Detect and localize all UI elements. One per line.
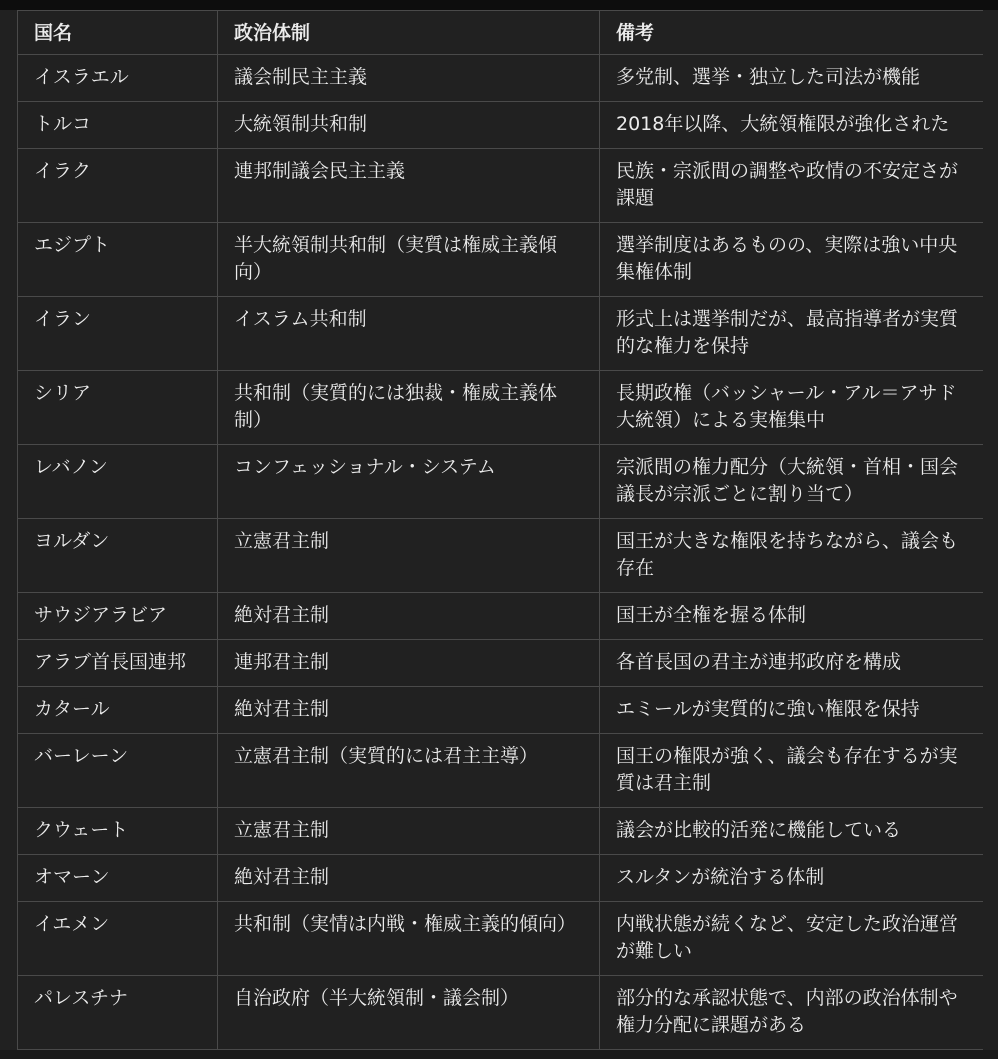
cell-political-system: 自治政府（半大統領制・議会制） bbox=[218, 976, 600, 1050]
cell-country: イラク bbox=[18, 149, 218, 223]
cell-country: レバノン bbox=[18, 445, 218, 519]
cell-country: イラン bbox=[18, 297, 218, 371]
table-header-row bbox=[18, 11, 984, 55]
cell-country: オマーン bbox=[18, 855, 218, 902]
political-systems-table bbox=[17, 10, 983, 1050]
cell-political-system: 絶対君主制 bbox=[218, 687, 600, 734]
table-row bbox=[18, 149, 984, 223]
cell-political-system: 絶対君主制 bbox=[218, 593, 600, 640]
cell-political-system: 半大統領制共和制（実質は権威主義傾向） bbox=[218, 223, 600, 297]
cell-political-system: 立憲君主制（実質的には君主主導） bbox=[218, 734, 600, 808]
header-notes: 備考 bbox=[600, 11, 984, 55]
table-row bbox=[18, 976, 984, 1050]
cell-notes: 内戦状態が続くなど、安定した政治運営が難しい bbox=[600, 902, 984, 976]
cell-country: アラブ首長国連邦 bbox=[18, 640, 218, 687]
cell-notes: 民族・宗派間の調整や政情の不安定さが課題 bbox=[600, 149, 984, 223]
bottom-edge bbox=[0, 1050, 998, 1059]
cell-notes: 各首長国の君主が連邦政府を構成 bbox=[600, 640, 984, 687]
cell-notes: 議会が比較的活発に機能している bbox=[600, 808, 984, 855]
cell-political-system: 議会制民主主義 bbox=[218, 55, 600, 102]
cell-notes: 国王が全権を握る体制 bbox=[600, 593, 984, 640]
table-row bbox=[18, 855, 984, 902]
cell-country: イエメン bbox=[18, 902, 218, 976]
cell-political-system: コンフェッショナル・システム bbox=[218, 445, 600, 519]
top-bar bbox=[0, 0, 998, 10]
cell-notes: 宗派間の権力配分（大統領・首相・国会議長が宗派ごとに割り当て） bbox=[600, 445, 984, 519]
cell-political-system: 立憲君主制 bbox=[218, 808, 600, 855]
cell-country: エジプト bbox=[18, 223, 218, 297]
header-country: 国名 bbox=[18, 11, 218, 55]
cell-notes: 多党制、選挙・独立した司法が機能 bbox=[600, 55, 984, 102]
cell-country: トルコ bbox=[18, 102, 218, 149]
cell-political-system: 連邦制議会民主主義 bbox=[218, 149, 600, 223]
table-row bbox=[18, 297, 984, 371]
cell-notes: 2018年以降、大統領権限が強化された bbox=[600, 102, 984, 149]
cell-country: バーレーン bbox=[18, 734, 218, 808]
table-row bbox=[18, 102, 984, 149]
table-container bbox=[17, 10, 983, 1050]
cell-political-system: 立憲君主制 bbox=[218, 519, 600, 593]
cell-notes: 選挙制度はあるものの、実際は強い中央集権体制 bbox=[600, 223, 984, 297]
table-row bbox=[18, 640, 984, 687]
table-row bbox=[18, 902, 984, 976]
table-row bbox=[18, 55, 984, 102]
cell-political-system: 連邦君主制 bbox=[218, 640, 600, 687]
cell-country: クウェート bbox=[18, 808, 218, 855]
cell-notes: 国王の権限が強く、議会も存在するが実質は君主制 bbox=[600, 734, 984, 808]
cell-political-system: 大統領制共和制 bbox=[218, 102, 600, 149]
cell-country: ヨルダン bbox=[18, 519, 218, 593]
cell-political-system: 絶対君主制 bbox=[218, 855, 600, 902]
table-row bbox=[18, 371, 984, 445]
cell-country: パレスチナ bbox=[18, 976, 218, 1050]
cell-notes: 形式上は選挙制だが、最高指導者が実質的な権力を保持 bbox=[600, 297, 984, 371]
cell-country: カタール bbox=[18, 687, 218, 734]
cell-country: サウジアラビア bbox=[18, 593, 218, 640]
cell-notes: スルタンが統治する体制 bbox=[600, 855, 984, 902]
cell-political-system: 共和制（実質的には独裁・権威主義体制） bbox=[218, 371, 600, 445]
cell-political-system: イスラム共和制 bbox=[218, 297, 600, 371]
cell-notes: 長期政権（バッシャール・アル＝アサド大統領）による実権集中 bbox=[600, 371, 984, 445]
table-row bbox=[18, 734, 984, 808]
table-row bbox=[18, 519, 984, 593]
cell-notes: エミールが実質的に強い権限を保持 bbox=[600, 687, 984, 734]
table-row bbox=[18, 445, 984, 519]
table-row bbox=[18, 808, 984, 855]
table-row bbox=[18, 593, 984, 640]
cell-country: シリア bbox=[18, 371, 218, 445]
cell-country: イスラエル bbox=[18, 55, 218, 102]
table-row bbox=[18, 687, 984, 734]
cell-political-system: 共和制（実情は内戦・権威主義的傾向） bbox=[218, 902, 600, 976]
cell-notes: 部分的な承認状態で、内部の政治体制や権力分配に課題がある bbox=[600, 976, 984, 1050]
header-political-system: 政治体制 bbox=[218, 11, 600, 55]
cell-notes: 国王が大きな権限を持ちながら、議会も存在 bbox=[600, 519, 984, 593]
table-row bbox=[18, 223, 984, 297]
